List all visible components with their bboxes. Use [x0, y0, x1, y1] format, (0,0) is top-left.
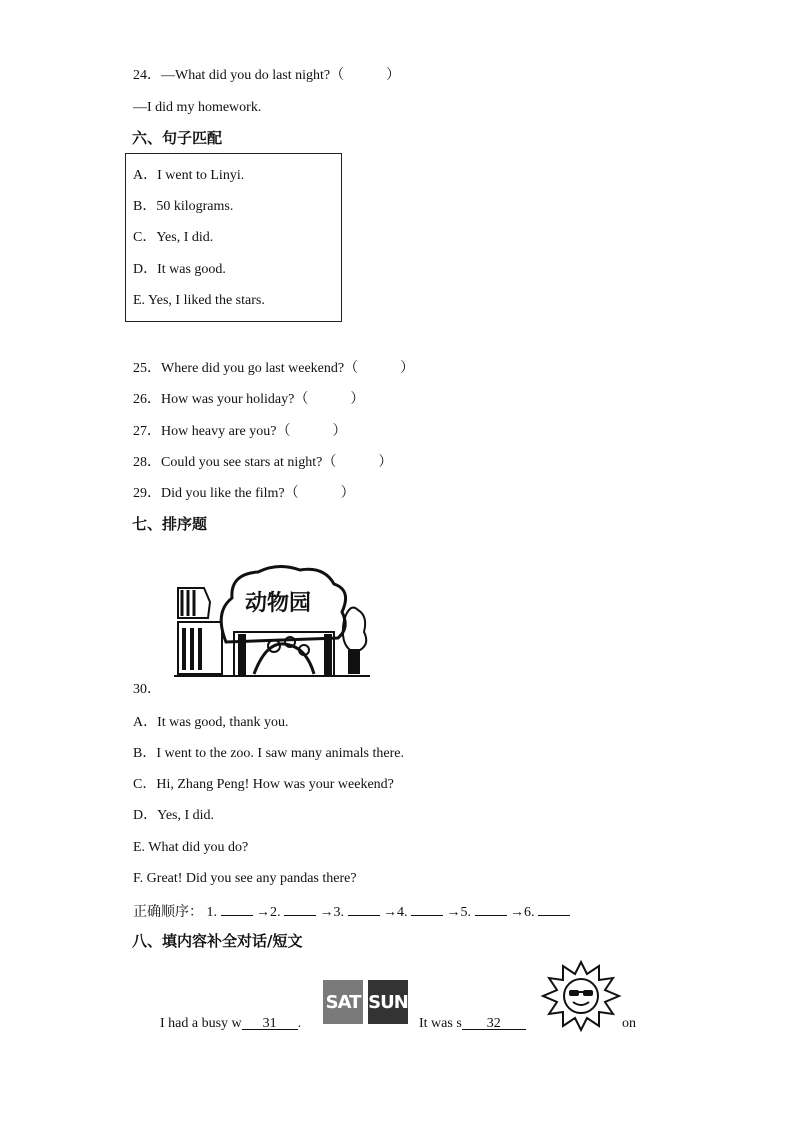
- blank-32[interactable]: [462, 1015, 526, 1030]
- correct-order-line: [133, 901, 570, 922]
- sat-label: SAT: [325, 991, 361, 1013]
- sunny-sun-icon: [539, 960, 623, 1032]
- answer-24: —I did my homework.: [133, 100, 262, 115]
- section-8-title: 八、填内容补全对话/短文: [132, 932, 303, 950]
- blank-31-number: 31: [262, 1016, 277, 1031]
- order-blank-1[interactable]: [221, 901, 253, 916]
- order-option-b: B．I went to the zoo. I saw many animals there.: [133, 746, 404, 761]
- match-option-d: D．It was good.: [133, 262, 226, 277]
- sun-icon: [368, 980, 408, 1024]
- order-option-a: A．It was good, thank you.: [133, 715, 289, 730]
- sat-icon: [323, 980, 363, 1024]
- section-6-title: 六、句子匹配: [132, 129, 223, 147]
- question-30-number: 30．: [133, 682, 161, 697]
- order-blank-2[interactable]: [284, 901, 316, 916]
- passage-text-before: I had a busy w: [160, 1016, 242, 1031]
- order-blank-5[interactable]: [475, 901, 507, 916]
- question-text: —What did you do last night?（ ）: [161, 68, 401, 83]
- order-step-6: →6.: [510, 905, 535, 920]
- passage-text-after: on: [622, 1016, 636, 1031]
- order-step-2: →2.: [256, 905, 281, 920]
- passage-part-1: [160, 1015, 301, 1033]
- passage-part-2: [419, 1015, 526, 1033]
- order-blank-4[interactable]: [411, 901, 443, 916]
- passage-text-mid: It was s: [419, 1016, 462, 1031]
- zoo-sign-text: 动物园: [244, 591, 312, 616]
- order-option-e: E. What did you do?: [133, 840, 249, 855]
- match-option-e: E. Yes, I liked the stars.: [133, 293, 265, 308]
- question-24: [133, 67, 400, 85]
- match-option-a: A．I went to Linyi.: [133, 168, 245, 183]
- blank-32-number: 32: [486, 1016, 501, 1031]
- order-option-d: D．Yes, I did.: [133, 808, 215, 823]
- question-26: 26．How was your holiday?（ ）: [133, 392, 365, 407]
- passage-dot: .: [297, 1016, 302, 1031]
- question-27: 27．How heavy are you?（ ）: [133, 424, 347, 439]
- correct-order-label: 正确顺序：: [133, 905, 203, 920]
- zoo-gate-illustration: [174, 562, 370, 680]
- sun-label: SUN: [368, 991, 408, 1013]
- question-number: 24．: [133, 68, 161, 83]
- order-option-f: F. Great! Did you see any pandas there?: [133, 871, 357, 886]
- match-option-c: C．Yes, I did.: [133, 230, 214, 245]
- question-25: 25．Where did you go last weekend?（ ）: [133, 361, 415, 376]
- section-7-title: 七、排序题: [132, 515, 208, 533]
- order-option-c: C．Hi, Zhang Peng! How was your weekend?: [133, 777, 394, 792]
- order-blank-6[interactable]: [538, 901, 570, 916]
- order-blank-3[interactable]: [348, 901, 380, 916]
- order-step-1: 1.: [206, 905, 217, 920]
- order-step-3: →3.: [319, 905, 344, 920]
- question-29: 29．Did you like the film?（ ）: [133, 486, 355, 501]
- order-step-5: →5.: [446, 905, 471, 920]
- blank-31[interactable]: [242, 1015, 298, 1030]
- order-step-4: →4.: [383, 905, 408, 920]
- match-option-b: B．50 kilograms.: [133, 199, 234, 214]
- question-28: 28．Could you see stars at night?（ ）: [133, 455, 393, 470]
